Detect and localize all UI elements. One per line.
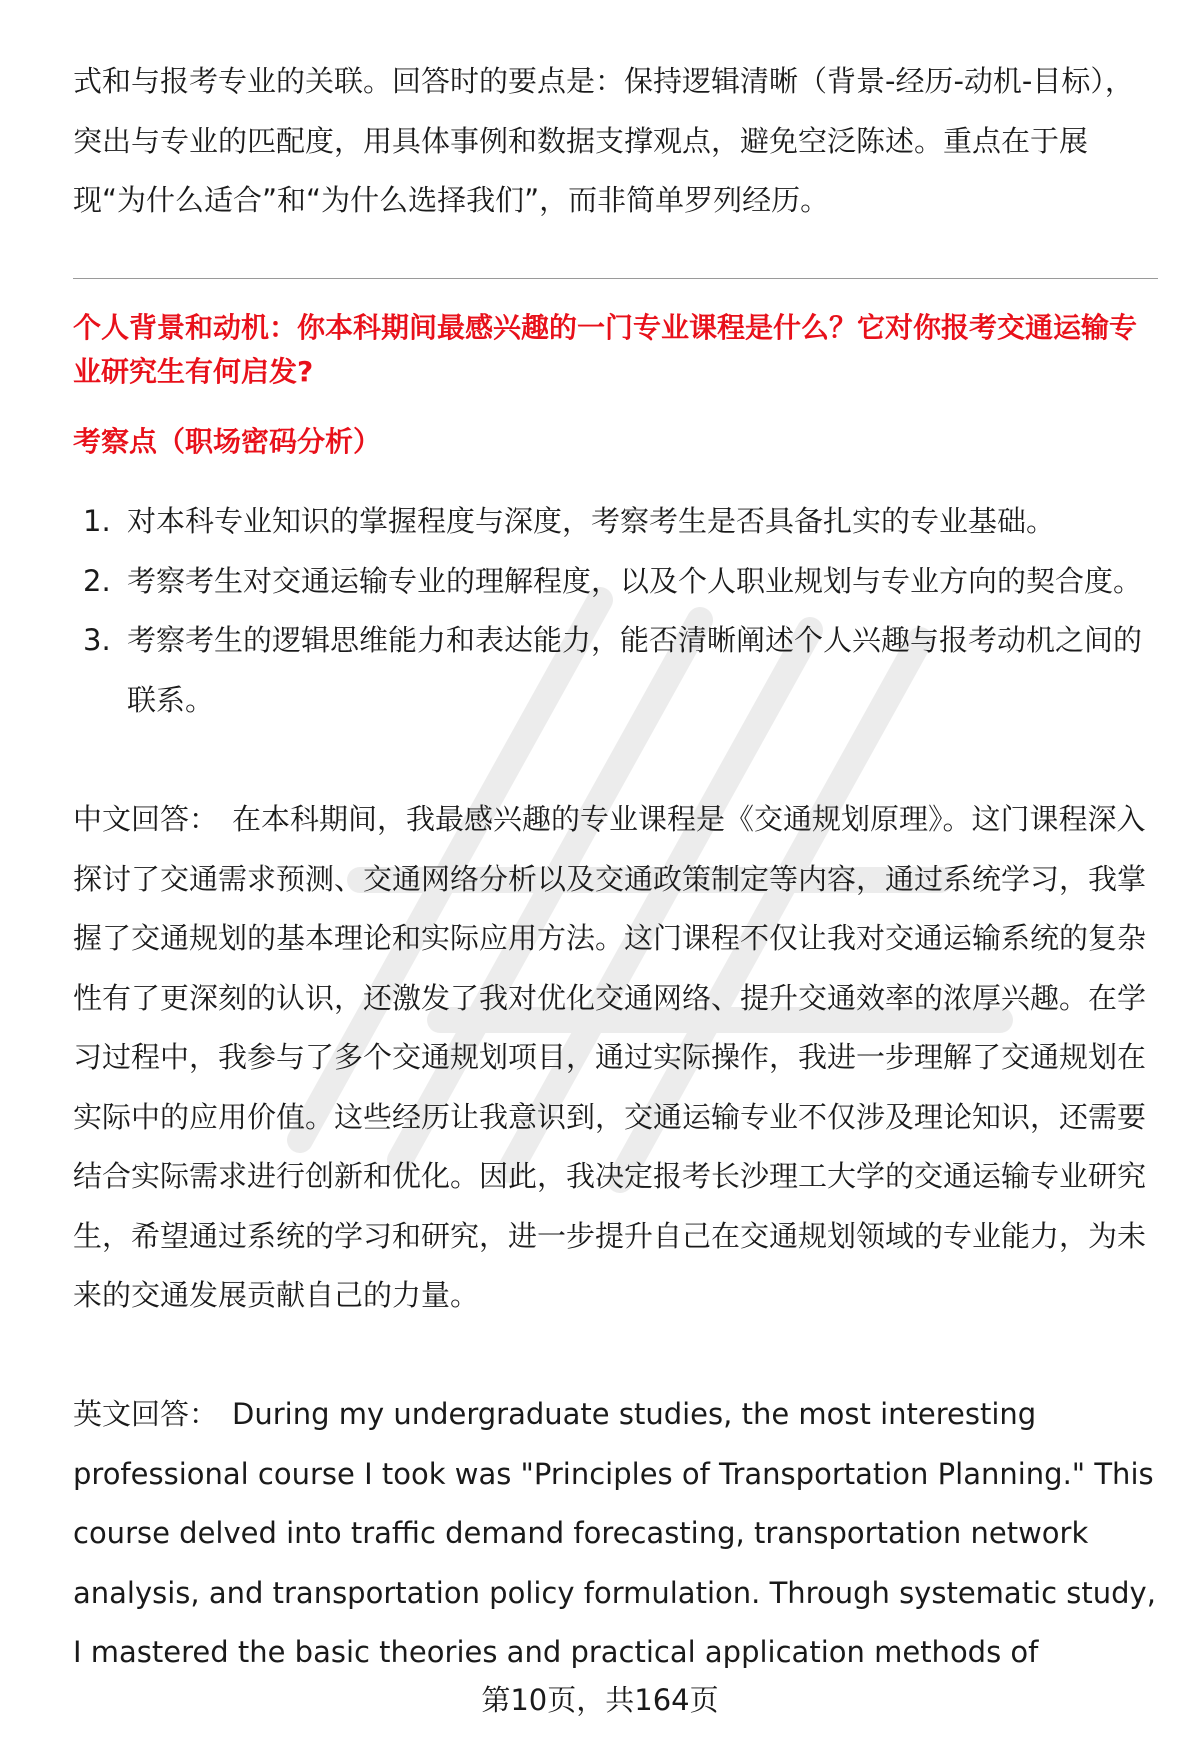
list-item xyxy=(73,492,1158,552)
chinese-answer-paragraph xyxy=(73,790,1158,1326)
list-number: 1. xyxy=(83,504,111,538)
chinese-answer-label: 中文回答： xyxy=(73,802,219,836)
english-answer-label: 英文回答： xyxy=(73,1397,219,1431)
list-item xyxy=(73,611,1158,730)
list-item-text: 考察考生对交通运输专业的理解程度，以及个人职业规划与专业方向的契合度。 xyxy=(127,563,1143,598)
list-number: 3. xyxy=(83,623,111,657)
assessment-points-list xyxy=(73,492,1158,730)
intro-paragraph: 式和与报考专业的关联。回答时的要点是：保持逻辑清晰（背景-经历-动机-目标），突出与专业的匹配度，用具体事例和数据支撑观点，避免空泛陈述。重点在于展现“为什么适合”和“为什么选择我们”，而非简单罗列经历。 xyxy=(73,64,1134,217)
section-divider xyxy=(73,278,1158,279)
list-item-text: 对本科专业知识的掌握程度与深度，考察考生是否具备扎实的专业基础。 xyxy=(127,504,1056,538)
english-answer-text: During my undergraduate studies, the most interesting professional course I took was "Principles of Transportation Planning." This course delved into traffic demand forecasting, transportation network analysis, and transportation policy formulation. Through systematic study, I mastered the basic theories and practical application methods of xyxy=(73,1397,1156,1669)
english-answer-paragraph xyxy=(73,1385,1158,1683)
list-item xyxy=(73,552,1158,612)
list-item-text: 考察考生的逻辑思维能力和表达能力，能否清晰阐述个人兴趣与报考动机之间的联系。 xyxy=(127,623,1143,717)
page-number-footer: 第10页，共164页 xyxy=(481,1683,719,1717)
list-number: 2. xyxy=(83,563,111,598)
assessment-points-heading: 考察点（职场密码分析） xyxy=(73,425,382,458)
question-heading: 个人背景和动机：你本科期间最感兴趣的一门专业课程是什么？它对你报考交通运输专业研究生有何启发? xyxy=(73,311,1138,388)
chinese-answer-text: 在本科期间，我最感兴趣的专业课程是《交通规划原理》。这门课程深入探讨了交通需求预测、交通网络分析以及交通政策制定等内容，通过系统学习，我掌握了交通规划的基本理论和实际应用方法。这门课程不仅让我对交通运输系统的复杂性有了更深刻的认识，还激发了我对优化交通网络、提升交通效率的浓厚兴趣。在学习过程中，我参与了多个交通规划项目，通过实际操作，我进一步理解了交通规划在实际中的应用价值。这些经历让我意识到，交通运输专业不仅涉及理论知识，还需要结合实际需求进行创新和优化。因此，我决定报考长沙理工大学的交通运输专业研究生，希望通过系统的学习和研究，进一步提升自己在交通规划领域的专业能力，为未来的交通发展贡献自己的力量。 xyxy=(73,802,1147,1312)
